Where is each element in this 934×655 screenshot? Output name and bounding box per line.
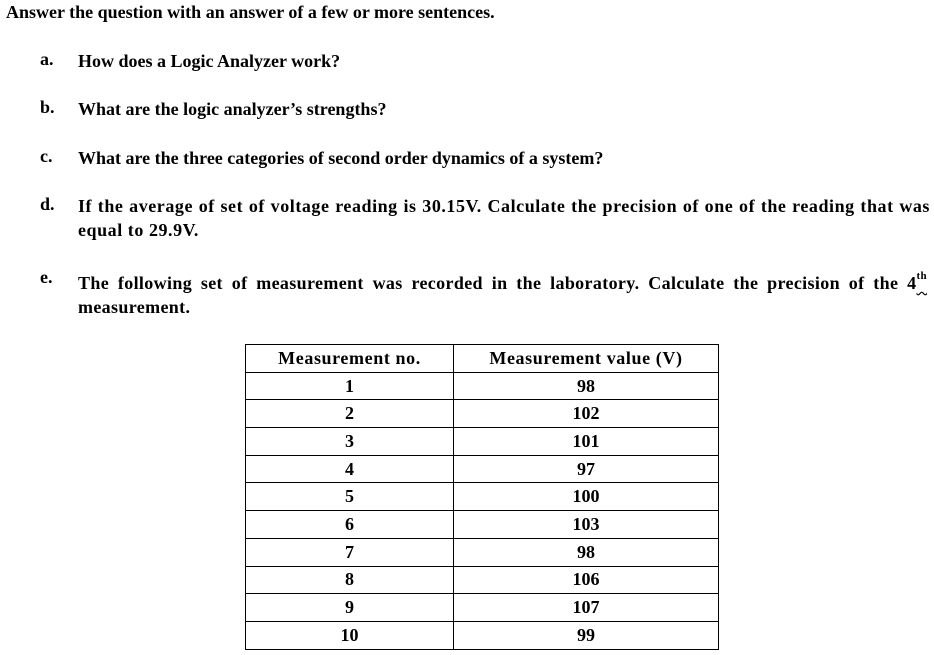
measurement-no-cell: 3	[246, 428, 454, 456]
measurement-no-cell: 7	[246, 538, 454, 566]
column-header-measurement-value: Measurement value (V)	[454, 345, 719, 373]
measurement-value-cell: 98	[454, 538, 719, 566]
question-e-text	[78, 267, 930, 319]
question-e-superscript: th	[916, 270, 927, 282]
table-row	[246, 566, 719, 594]
question-e-text-before: The following set of measurement was recorded in the laboratory. Calculate the precision of the 4	[78, 273, 917, 293]
question-c-text: What are the three categories of second order dynamics of a system?	[78, 148, 604, 168]
measurement-no-cell: 2	[246, 400, 454, 428]
measurement-value-cell: 106	[454, 566, 719, 594]
question-e-letter: e.	[40, 267, 53, 287]
instructions-heading: Answer the question with an answer of a few or more sentences.	[6, 2, 495, 22]
question-c-letter: c.	[40, 146, 53, 166]
measurement-value-cell: 97	[454, 455, 719, 483]
measurement-value-cell: 99	[454, 621, 719, 649]
measurement-no-cell: 4	[246, 455, 454, 483]
table-row	[246, 594, 719, 622]
question-d-text: If the average of set of voltage reading is 30.15V. Calculate the precision of one of the reading that was equal to 29.9V.	[78, 196, 930, 240]
measurement-no-cell: 1	[246, 372, 454, 400]
measurement-no-cell: 9	[246, 594, 454, 622]
question-e	[40, 267, 930, 319]
table-row	[246, 621, 719, 649]
question-d	[40, 194, 930, 242]
question-b-letter: b.	[40, 97, 55, 117]
measurement-value-cell: 101	[454, 428, 719, 456]
measurement-table	[245, 344, 719, 650]
table-row	[246, 483, 719, 511]
question-a-text: How does a Logic Analyzer work?	[78, 51, 341, 71]
table-row	[246, 511, 719, 539]
measurement-no-cell: 5	[246, 483, 454, 511]
question-a	[40, 49, 930, 73]
table-row	[246, 400, 719, 428]
question-b-text: What are the logic analyzer’s strengths?	[78, 99, 387, 119]
question-d-letter: d.	[40, 194, 55, 214]
table-row	[246, 372, 719, 400]
measurement-value-cell: 98	[454, 372, 719, 400]
question-e-text-after: measurement.	[78, 297, 191, 317]
question-c	[40, 146, 930, 170]
measurement-value-cell: 103	[454, 511, 719, 539]
table-row	[246, 455, 719, 483]
question-a-letter: a.	[40, 49, 54, 69]
measurement-value-cell: 107	[454, 594, 719, 622]
question-b	[40, 97, 930, 121]
column-header-measurement-no: Measurement no.	[246, 345, 454, 373]
table-row	[246, 428, 719, 456]
measurement-no-cell: 6	[246, 511, 454, 539]
measurement-no-cell: 10	[246, 621, 454, 649]
measurement-no-cell: 8	[246, 566, 454, 594]
table-row	[246, 538, 719, 566]
measurement-value-cell: 100	[454, 483, 719, 511]
table-header-row	[246, 345, 719, 373]
measurement-value-cell: 102	[454, 400, 719, 428]
